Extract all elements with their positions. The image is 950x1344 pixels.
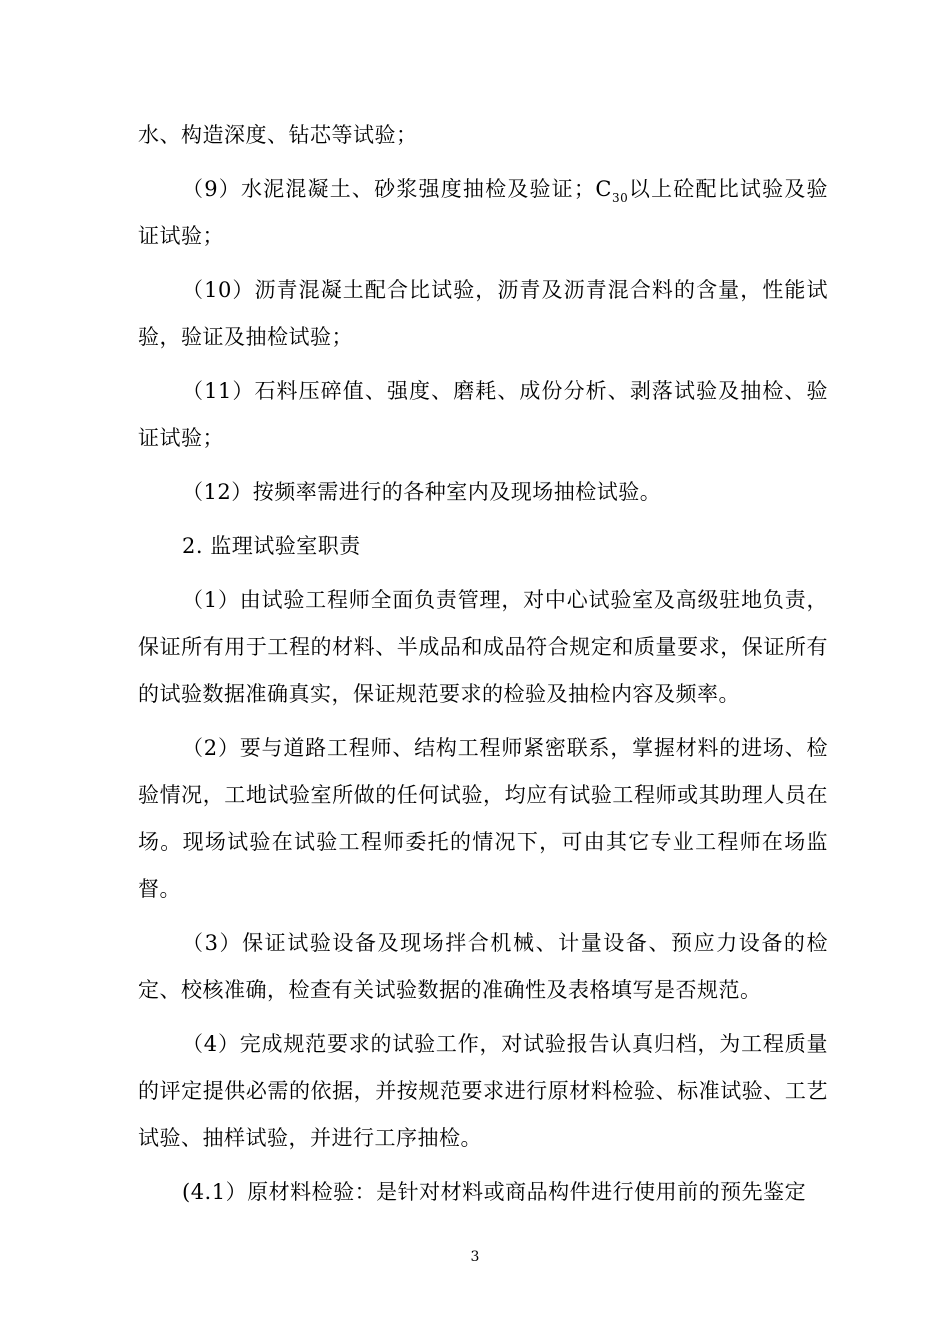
page-number: 3 bbox=[470, 1249, 480, 1265]
paragraph-duty-1: （1）由试验工程师全面负责管理，对中心试验室及高级驻地负责，保证所有用于工程的材料、半成品和成品符合规定和质量要求，保证所有的试验数据准确真实，保证规范要求的检验及抽检内容及频率。 bbox=[138, 588, 828, 706]
paragraph-item-12: （12）按频率需进行的各种室内及现场抽检试验。 bbox=[182, 480, 662, 504]
paragraph-item-11: （11）石料压碎值、强度、磨耗、成份分析、剥落试验及抽检、验证试验； bbox=[138, 379, 828, 450]
section-heading: 2. 监理试验室职责 bbox=[182, 534, 361, 558]
paragraph-item-10: （10）沥青混凝土配合比试验，沥青及沥青混合料的含量，性能试验，验证及抽检试验； bbox=[138, 278, 828, 349]
paragraph-item-9-text-after: 以上砼配比试验及验证试验； bbox=[138, 177, 828, 248]
paragraph-duty-4: （4）完成规范要求的试验工作，对试验报告认真归档，为工程质量的评定提供必需的依据，并按规范要求进行原材料检验、标准试验、工艺试验、抽样试验，并进行工序抽检。 bbox=[138, 1032, 828, 1150]
paragraph-duty-4-1: (4.1）原材料检验：是针对材料或商品构件进行使用前的预先鉴定 bbox=[182, 1180, 807, 1204]
paragraph-continuation: 水、构造深度、钻芯等试验； bbox=[138, 123, 418, 147]
body-text bbox=[138, 112, 828, 1223]
subscript-30: 30 bbox=[611, 191, 629, 205]
paragraph-item-9 bbox=[138, 166, 828, 260]
paragraph-duty-2: （2）要与道路工程师、结构工程师紧密联系，掌握材料的进场、检验情况，工地试验室所做的任何试验，均应有试验工程师或其助理人员在场。现场试验在试验工程师委托的情况下，可由其它专业工程师在场监督。 bbox=[138, 736, 828, 901]
paragraph-duty-3: （3）保证试验设备及现场拌合机械、计量设备、预应力设备的检定、校核准确，检查有关试验数据的准确性及表格填写是否规范。 bbox=[138, 931, 828, 1002]
paragraph-item-9-text-before: （9）水泥混凝土、砂浆强度抽检及验证；C bbox=[182, 177, 612, 201]
